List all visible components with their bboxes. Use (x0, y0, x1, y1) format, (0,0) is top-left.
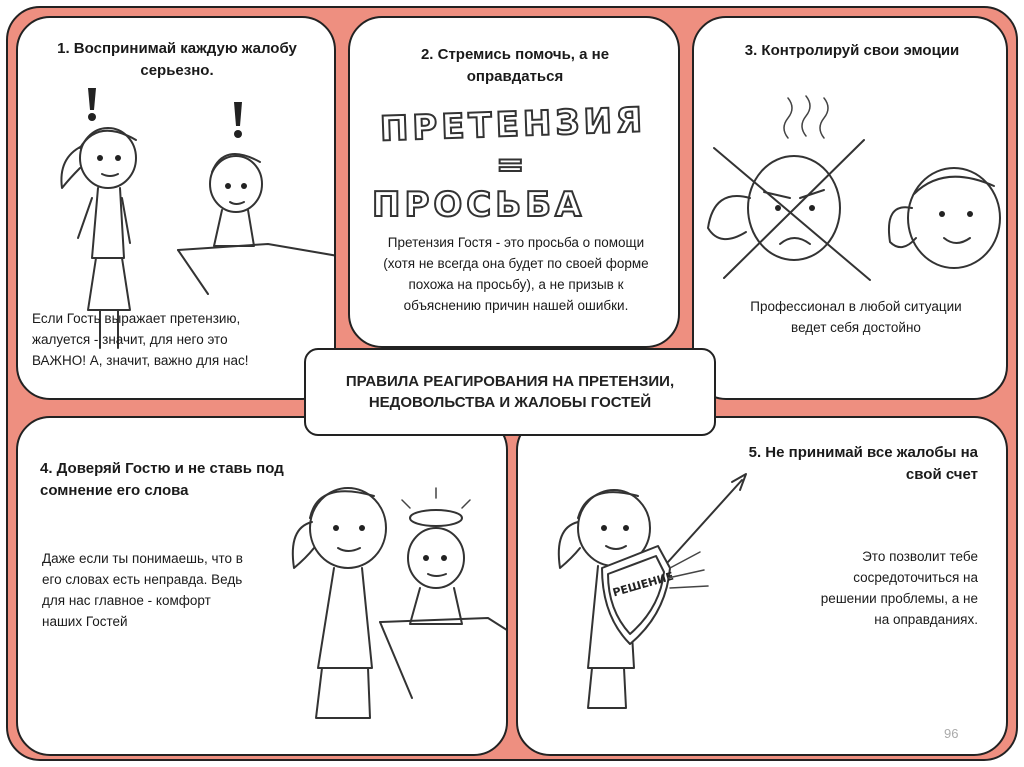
illustration-angry-vs-calm (694, 18, 1008, 400)
panel-5-text-line: сосредоточиться на (853, 570, 978, 585)
word-art-request: ПРОСЬБА (372, 185, 586, 225)
panel-4-text-line: его словах есть неправда. Ведь (42, 572, 243, 587)
panel-rule-2 (348, 16, 680, 348)
slide-title-box (304, 348, 716, 436)
panel-2-title-line: 2. Стремись помочь, а не (420, 46, 610, 63)
panel-1-title: 1. Воспринимай каждую жалобу серьезно. (57, 40, 297, 79)
panel-rule-1 (16, 16, 336, 400)
illustration-trust-guest (18, 418, 508, 756)
panel-4-text-line: для нас главное - комфорт (42, 593, 211, 608)
panel-2-title-line: оправдаться (466, 68, 564, 85)
panel-1-text-line: Если Гость выражает претензию, (32, 311, 241, 326)
panel-3-text-line: Профессионал в любой ситуации (750, 299, 962, 314)
panel-1-text-line: жалуется - значит, для него это (32, 332, 228, 347)
panel-5-title-line: свой счет (905, 466, 978, 483)
panel-4-text-line: наших Гостей (42, 614, 128, 629)
panel-2-text-line: похожа на просьбу), а не призыв к (408, 277, 624, 292)
panel-2-text-line: объяснению причин нашей ошибки. (403, 298, 629, 313)
panel-2-text-line: (хотя не всегда она будет по своей форме (383, 256, 649, 271)
panel-3-title: 3. Контролируй свои эмоции (744, 42, 960, 59)
panel-rule-4 (16, 416, 508, 756)
panel-1-text-line: ВАЖНО! А, значит, важно для нас! (32, 353, 249, 368)
panel-3-text (714, 296, 998, 338)
panel-rule-5 (516, 416, 1008, 756)
panel-5-text-line: Это позволит тебе (862, 549, 978, 564)
panel-1-text (32, 308, 332, 371)
panel-5-text-line: решении проблемы, а не (820, 591, 978, 606)
panel-rule-3 (692, 16, 1008, 400)
panel-4-title-line: сомнение его слова (40, 482, 189, 499)
shield-label: РЕШЕНИЕ (611, 569, 676, 600)
page-number: 96 (944, 726, 959, 741)
word-art-equals: = (496, 145, 525, 185)
slide-title-line: НЕДОВОЛЬСТВА И ЖАЛОБЫ ГОСТЕЙ (368, 394, 652, 411)
panel-4-title-line: 4. Доверяй Гостю и не ставь под (40, 460, 284, 477)
slide-title-line: ПРАВИЛА РЕАГИРОВАНИЯ НА ПРЕТЕНЗИИ, (345, 373, 675, 390)
panel-2-text (360, 232, 672, 316)
panel-2-text-line: Претензия Гостя - это просьба о помощи (387, 235, 645, 250)
panel-5-text-line: на оправданиях. (874, 612, 978, 627)
panel-3-text-line: ведет себя достойно (791, 320, 921, 335)
panel-5-text (768, 546, 978, 630)
slide-title (346, 371, 674, 413)
panel-4-text-line: Даже если ты понимаешь, что в (42, 551, 243, 566)
panel-5-title-line: 5. Не принимай все жалобы на (748, 444, 978, 461)
word-art-claim: ПРЕТЕНЗИЯ (379, 100, 647, 150)
exclamation-icon (88, 88, 96, 110)
